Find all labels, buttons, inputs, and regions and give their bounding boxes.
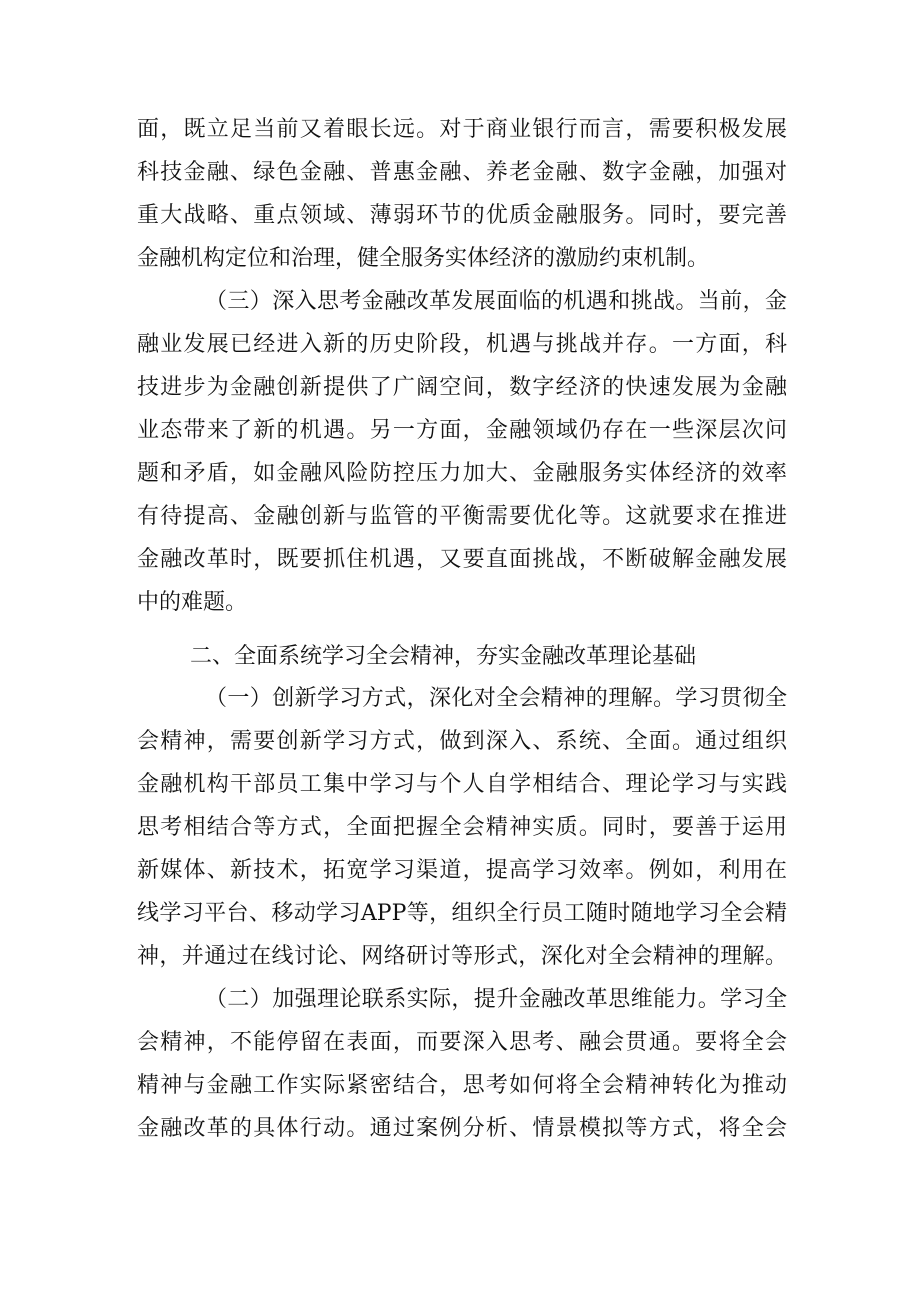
text-line: 技进步为金融创新提供了广阔空间，数字经济的快速发展为金融 [137, 375, 787, 400]
text-line: 中的难题。 [137, 590, 248, 615]
text-line: 业态带来了新的机遇。另一方面，金融领域仍存在一些深层次问 [137, 418, 787, 443]
paragraph-first-line: （二）加强理论联系实际，提升金融改革思维能力。学习全 [205, 987, 787, 1012]
text-line: 线学习平台、移动学习APP等，组织全行员工随时随地学习全会精 [137, 901, 787, 926]
text-line: 神，并通过在线讨论、网络研讨等形式，深化对全会精神的理解。 [137, 944, 787, 969]
text-line: 融业发展已经进入新的历史阶段，机遇与挑战并存。一方面，科 [137, 332, 787, 357]
text-line: 金融机构定位和治理，健全服务实体经济的激励约束机制。 [137, 246, 710, 271]
text-line: 新媒体、新技术，拓宽学习渠道，提高学习效率。例如，利用在 [137, 858, 787, 883]
text-line: 科技金融、绿色金融、普惠金融、养老金融、数字金融，加强对 [137, 160, 787, 185]
text-line: 题和矛盾，如金融风险防控压力加大、金融服务实体经济的效率 [137, 461, 787, 486]
text-line: 会精神，不能停留在表面，而要深入思考、融会贯通。要将全会 [137, 1030, 787, 1055]
text-line: 重大战略、重点领域、薄弱环节的优质金融服务。同时，要完善 [137, 203, 787, 228]
section-heading: 二、全面系统学习全会精神，夯实金融改革理论基础 [190, 644, 697, 669]
text-line: 金融机构干部员工集中学习与个人自学相结合、理论学习与实践 [137, 772, 787, 797]
text-line: 思考相结合等方式，全面把握全会精神实质。同时，要善于运用 [137, 815, 787, 840]
text-line: 面，既立足当前又着眼长远。对于商业银行而言，需要积极发展 [137, 117, 787, 142]
text-line: 有待提高、金融创新与监管的平衡需要优化等。这就要求在推进 [137, 504, 787, 529]
text-line: 精神与金融工作实际紧密结合，思考如何将全会精神转化为推动 [137, 1073, 787, 1098]
paragraph-first-line: （一）创新学习方式，深化对全会精神的理解。学习贯彻全 [205, 686, 787, 711]
text-line: 会精神，需要创新学习方式，做到深入、系统、全面。通过组织 [137, 729, 787, 754]
text-line: 金融改革时，既要抓住机遇，又要直面挑战，不断破解金融发展 [137, 547, 787, 572]
text-line: 金融改革的具体行动。通过案例分析、情景模拟等方式，将全会 [137, 1116, 787, 1141]
paragraph-first-line: （三）深入思考金融改革发展面临的机遇和挑战。当前，金 [205, 289, 787, 314]
